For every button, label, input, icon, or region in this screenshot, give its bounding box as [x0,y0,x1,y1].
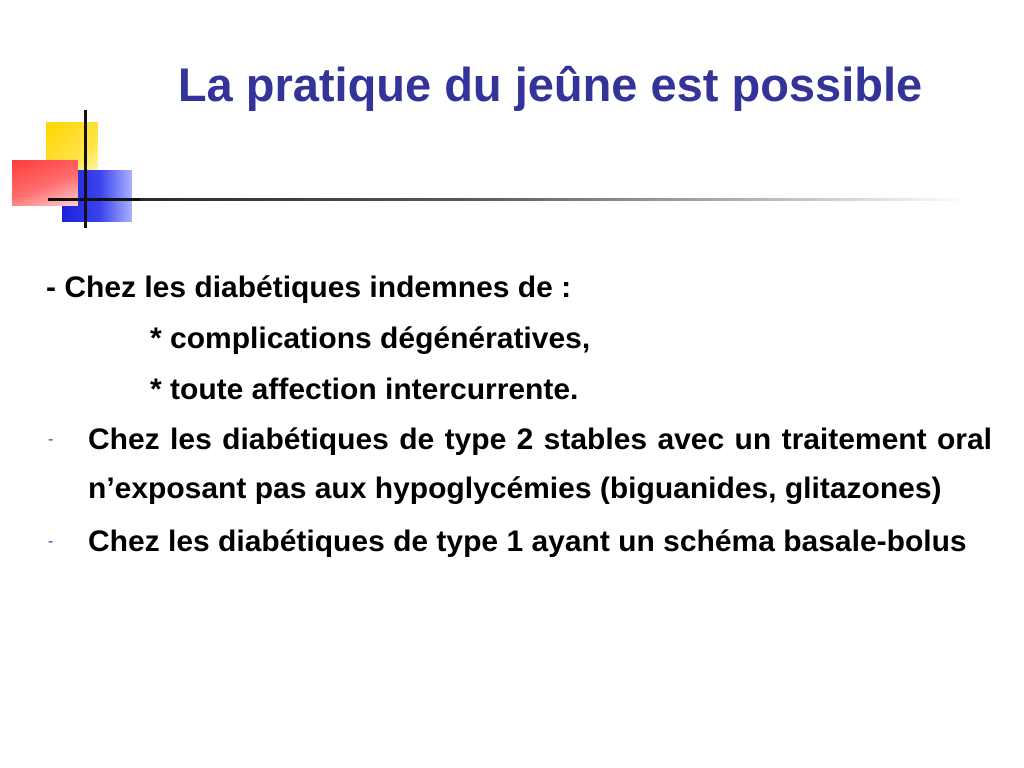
bullet-text: Chez les diabétiques de type 2 stables avec un traitement oral n’exposant pas aux hypoglycémies (biguanides, glitazones) [88,423,992,505]
slide-title: La pratique du jeûne est possible [177,58,923,111]
title-divider [140,198,970,201]
intro-line: - Chez les diabétiques indemnes de : [46,271,572,304]
dash-bullet-icon: - [48,533,54,550]
bullet-text: Chez les diabétiques de type 1 ayant un schéma basale-bolus [88,525,967,558]
slide-body [46,262,992,566]
bullet-item [46,415,992,513]
dash-bullet-icon: - [48,431,54,448]
decorative-logo [0,0,140,240]
bullet-item [46,517,992,566]
logo-vertical-line [84,110,87,228]
sub-item: * toute affection intercurrente. [150,373,579,406]
sub-item: * complications dégénératives, [150,322,591,355]
logo-horizontal-line [48,198,144,201]
